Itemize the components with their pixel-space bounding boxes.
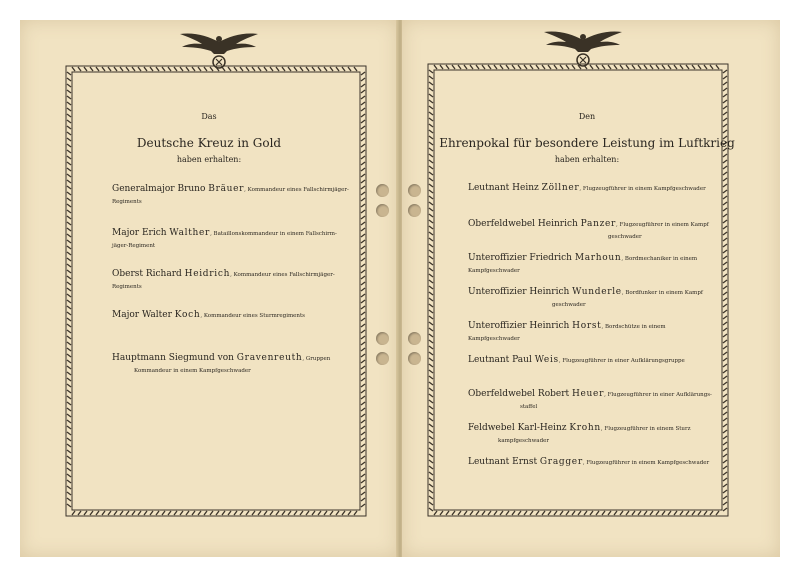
entry-surname: Marhoun bbox=[574, 253, 622, 263]
entry-name: Unteroffizier Heinrich bbox=[468, 321, 573, 331]
right-entry-2 bbox=[468, 219, 718, 243]
entry-surname: Heidrich bbox=[184, 269, 231, 279]
entry-surname: Koch bbox=[174, 310, 201, 320]
entry-desc: , Bordmechaniker in einem bbox=[621, 256, 698, 262]
left-entry-5 bbox=[112, 353, 362, 377]
entry-surname: Bräuer bbox=[208, 184, 245, 194]
punch-hole bbox=[376, 352, 389, 365]
right-page bbox=[402, 20, 780, 557]
left-entry-2 bbox=[112, 228, 362, 252]
punch-hole bbox=[408, 184, 421, 197]
right-entry-1 bbox=[468, 183, 718, 195]
entry-desc: , Flugzeugführer in einem Kampfgeschwader bbox=[579, 186, 706, 192]
punch-hole bbox=[408, 332, 421, 345]
left-heading-intro: Das bbox=[201, 112, 217, 121]
entry-surname: Walther bbox=[169, 228, 211, 238]
entry-desc-cont: geschwader bbox=[608, 234, 642, 240]
punch-hole bbox=[376, 332, 389, 345]
entry-desc-cont: Regiments bbox=[112, 199, 142, 205]
entry-name: Generalmajor Bruno bbox=[112, 184, 209, 194]
entry-desc: , Flugzeugführer in einem Kampf bbox=[616, 222, 709, 228]
entry-surname: Zöllner bbox=[541, 183, 580, 193]
entry-name: Oberfeldwebel Robert bbox=[468, 389, 572, 399]
entry-name: Major Walter bbox=[112, 310, 175, 320]
entry-surname: Wunderle bbox=[572, 287, 622, 297]
entry-name: Oberst Richard bbox=[112, 269, 185, 279]
right-heading-intro: Den bbox=[578, 112, 596, 121]
entry-desc: , Flugzeugführer in einer Aufklärungs- bbox=[604, 392, 712, 398]
entry-surname: Krohn bbox=[569, 423, 601, 433]
right-heading-sub: haben erhalten: bbox=[554, 155, 620, 164]
punch-hole bbox=[408, 352, 421, 365]
left-page bbox=[20, 20, 398, 557]
entry-desc: , Kommandeur eines Fallschirmjäger- bbox=[244, 187, 349, 193]
entry-name: Leutnant Heinz bbox=[468, 183, 542, 193]
punch-hole bbox=[376, 204, 389, 217]
entry-surname: Panzer bbox=[580, 219, 617, 229]
entry-desc: , Bordschütze in einem Kampfgeschwader bbox=[468, 324, 666, 342]
entry-surname: Heuer bbox=[571, 389, 605, 399]
entry-desc: , Kommandeur eines Sturmregiments bbox=[200, 313, 305, 319]
right-entry-6 bbox=[468, 355, 718, 367]
eagle-emblem-icon bbox=[178, 28, 260, 72]
entry-desc: , Flugzeugführer in einem Sturz bbox=[600, 426, 691, 432]
entry-name: Leutnant Ernst bbox=[468, 457, 540, 467]
entry-desc-cont: Kampfgeschwader bbox=[468, 268, 520, 274]
entry-desc-cont: Regiments bbox=[112, 284, 142, 290]
entry-name: Unteroffizier Friedrich bbox=[468, 253, 575, 263]
left-heading-title: Deutsche Kreuz in Gold bbox=[136, 136, 282, 150]
entry-name: Hauptmann Siegmund von bbox=[112, 353, 237, 363]
right-entry-9 bbox=[468, 457, 718, 469]
entry-desc: , Flugzeugführer in einer Aufklärungsgruppe bbox=[558, 358, 685, 364]
entry-name: Feldwebel Karl-Heinz bbox=[468, 423, 570, 433]
entry-desc: , Gruppen bbox=[302, 356, 331, 362]
left-entry-4 bbox=[112, 310, 362, 322]
right-entry-7 bbox=[468, 389, 718, 413]
entry-surname: Gragger bbox=[539, 457, 583, 467]
entry-desc-cont: geschwader bbox=[552, 302, 586, 308]
punch-hole bbox=[376, 184, 389, 197]
entry-desc: , Bordfunker in einem Kampf bbox=[621, 290, 703, 296]
right-entry-5 bbox=[468, 321, 718, 345]
entry-desc: , Bataillonskommandeur in einem Fallschirm- bbox=[210, 231, 337, 237]
punch-hole bbox=[408, 204, 421, 217]
left-entry-3 bbox=[112, 269, 362, 293]
entry-desc-cont: staffel bbox=[520, 404, 538, 410]
entry-desc-cont: kampfgeschwader bbox=[498, 438, 549, 444]
entry-desc: , Kommandeur eines Fallschirmjäger- bbox=[230, 272, 335, 278]
right-entry-4 bbox=[468, 287, 718, 311]
right-entry-3 bbox=[468, 253, 718, 277]
entry-desc-cont: jäger-Regiment bbox=[112, 243, 156, 249]
entry-desc-cont: Kommandeur in einem Kampfgeschwader bbox=[134, 368, 251, 374]
right-entry-8 bbox=[468, 423, 718, 447]
entry-name: Oberfeldwebel Heinrich bbox=[468, 219, 581, 229]
left-entry-1 bbox=[112, 184, 362, 208]
entry-name: Leutnant Paul bbox=[468, 355, 535, 365]
eagle-emblem-icon bbox=[542, 26, 624, 70]
entry-surname: Weis bbox=[534, 355, 559, 365]
entry-desc: , Flugzeugführer in einem Kampfgeschwader bbox=[582, 460, 710, 466]
entry-name: Major Erich bbox=[112, 228, 170, 238]
right-heading-title: Ehrenpokal für besondere Leistung im Luftkrieg bbox=[439, 136, 735, 150]
document-spread bbox=[20, 20, 780, 557]
entry-surname: Horst bbox=[572, 321, 602, 331]
left-heading-sub: haben erhalten: bbox=[176, 155, 242, 164]
entry-surname: Gravenreuth bbox=[236, 353, 303, 363]
entry-name: Unteroffizier Heinrich bbox=[468, 287, 573, 297]
